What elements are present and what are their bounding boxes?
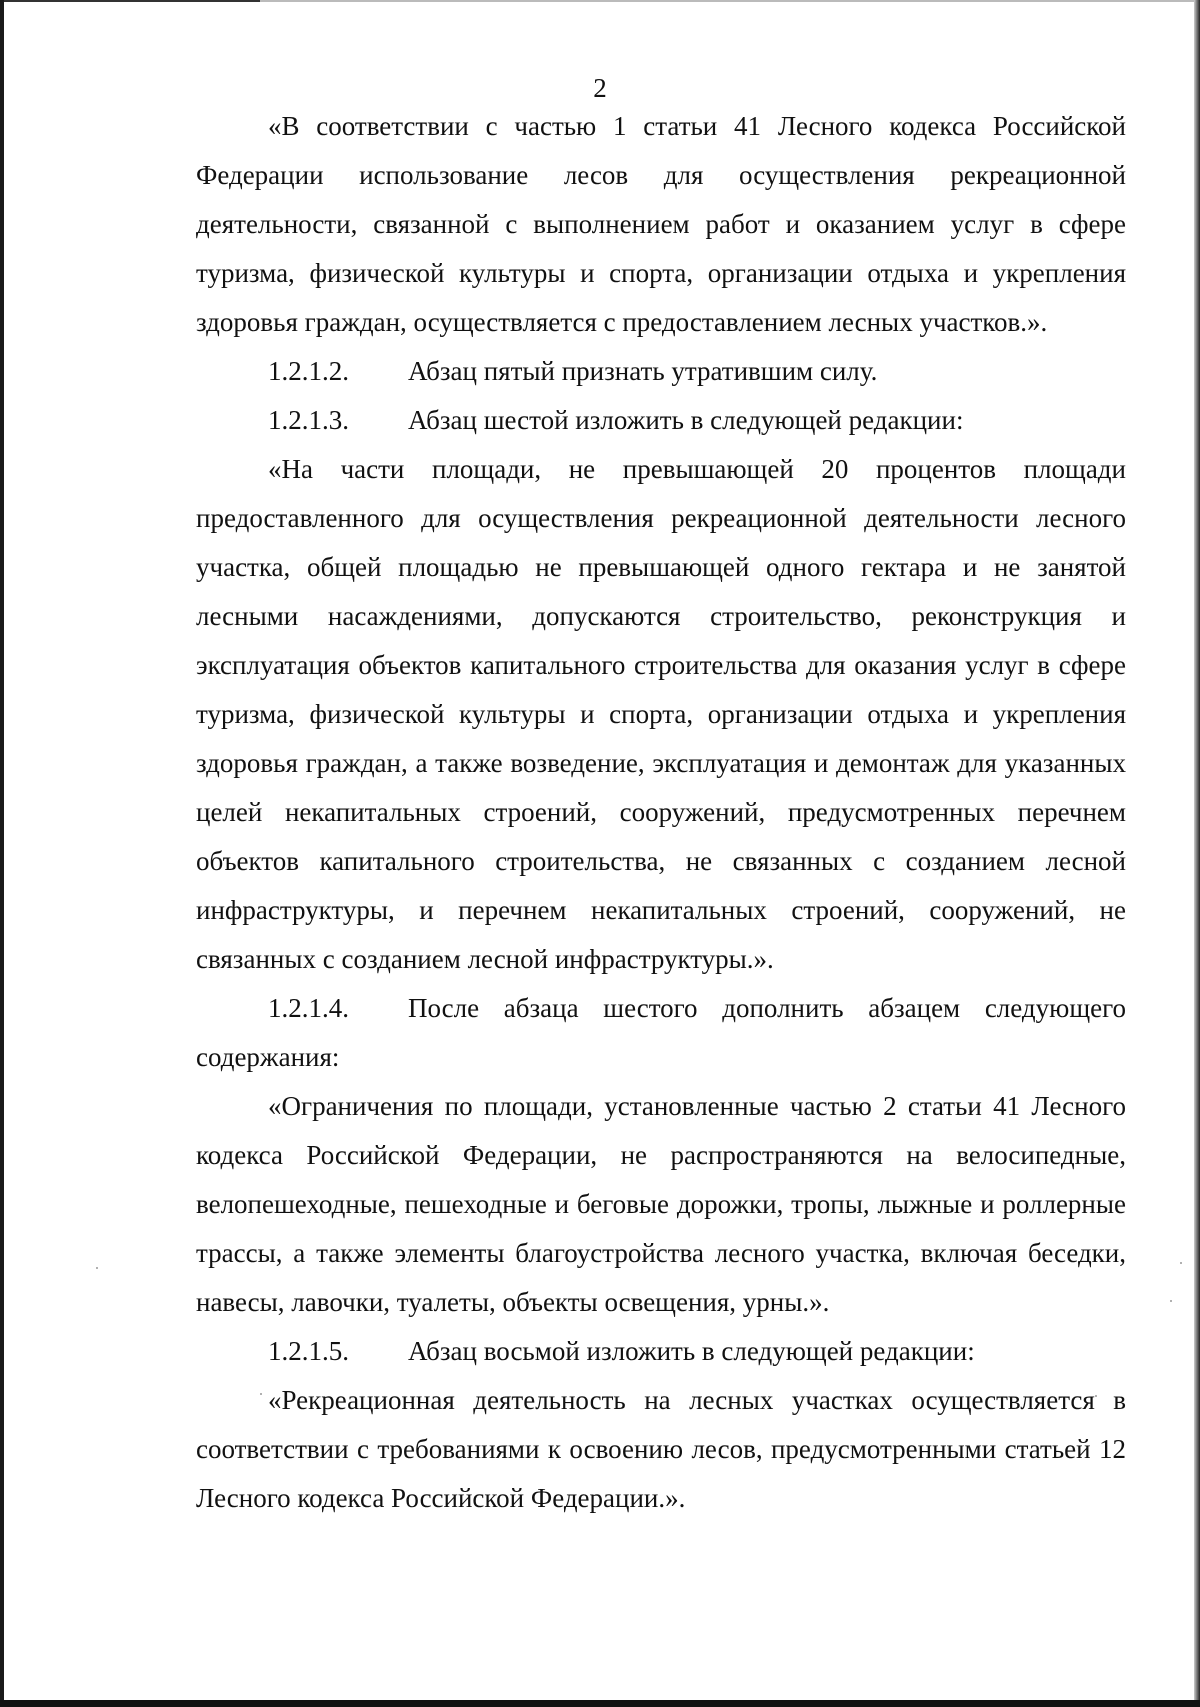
paragraph-area-restrictions: «Ограничения по площади, установленные частью 2 статьи 41 Лесного кодекса Российской Федерации, не распространяются на велосипедные, велопешеходные, пешеходные и беговые дорожки, тропы, лыжные и роллерные трассы, а также элементы благоустройства лесного участка, включая беседки, навесы, лавочки, туалеты, объекты освещения, урны.».: [196, 1091, 1126, 1317]
scan-speck: [1180, 1262, 1182, 1264]
scan-edge-bottom: [0, 1700, 1200, 1707]
item-text: Абзац восьмой изложить в следующей редакции:: [408, 1336, 975, 1366]
item-1-2-1-3: [196, 396, 1126, 445]
item-1-2-1-5: [196, 1327, 1126, 1376]
page-number: 2: [593, 73, 607, 103]
scan-speck: [96, 1267, 98, 1269]
scan-edge-left: [0, 0, 4, 1707]
paragraph-article-41-part-1: «В соответствии с частью 1 статьи 41 Лесного кодекса Российской Федерации использование лесов для осуществления рекреационной деятельности, связанной с выполнением работ и оказанием услуг в сфере туризма, физической культуры и спорта, организации отдыха и укрепления здоровья граждан, осуществляется с предоставлением лесных участков.».: [196, 111, 1126, 337]
item-number: 1.2.1.5.: [268, 1336, 349, 1366]
document-body: [196, 102, 1126, 1523]
item-number: 1.2.1.4.: [268, 993, 349, 1023]
scan-speck: [1170, 1300, 1172, 1302]
item-number: 1.2.1.2.: [268, 356, 349, 386]
paragraph-paragraph-six-text: «На части площади, не превышающей 20 процентов площади предоставленного для осуществления рекреационной деятельности лесного участка, общей площадью не превышающей одного гектара и не занятой лесными насаждениями, допускаются строительство, реконструкция и эксплуатация объектов капитального строительства для оказания услуг в сфере туризма, физической культуры и спорта, организации отдыха и укрепления здоровья граждан, а также возведение, эксплуатация и демонтаж для указанных целей некапитальных строений, сооружений, предусмотренных перечнем объектов капитального строительства, не связанных с созданием лесной инфраструктуры, и перечнем некапитальных строений, сооружений, не связанных с созданием лесной инфраструктуры.».: [196, 454, 1126, 974]
item-1-2-1-2: [196, 347, 1126, 396]
scan-edge-right: [1194, 0, 1200, 1707]
item-text: После абзаца шестого дополнить абзацем следующего содержания:: [196, 993, 1126, 1072]
item-1-2-1-4: [196, 984, 1126, 1082]
paragraph-recreational-activity: «Рекреационная деятельность на лесных участках осуществляется в соответствии с требованиями к освоению лесов, предусмотренными статьей 12 Лесного кодекса Российской Федерации.».: [196, 1385, 1126, 1513]
scan-edge-top: [0, 0, 1200, 2]
item-text: Абзац шестой изложить в следующей редакции:: [408, 405, 964, 435]
item-number: 1.2.1.3.: [268, 405, 349, 435]
item-text: Абзац пятый признать утратившим силу.: [408, 356, 878, 386]
